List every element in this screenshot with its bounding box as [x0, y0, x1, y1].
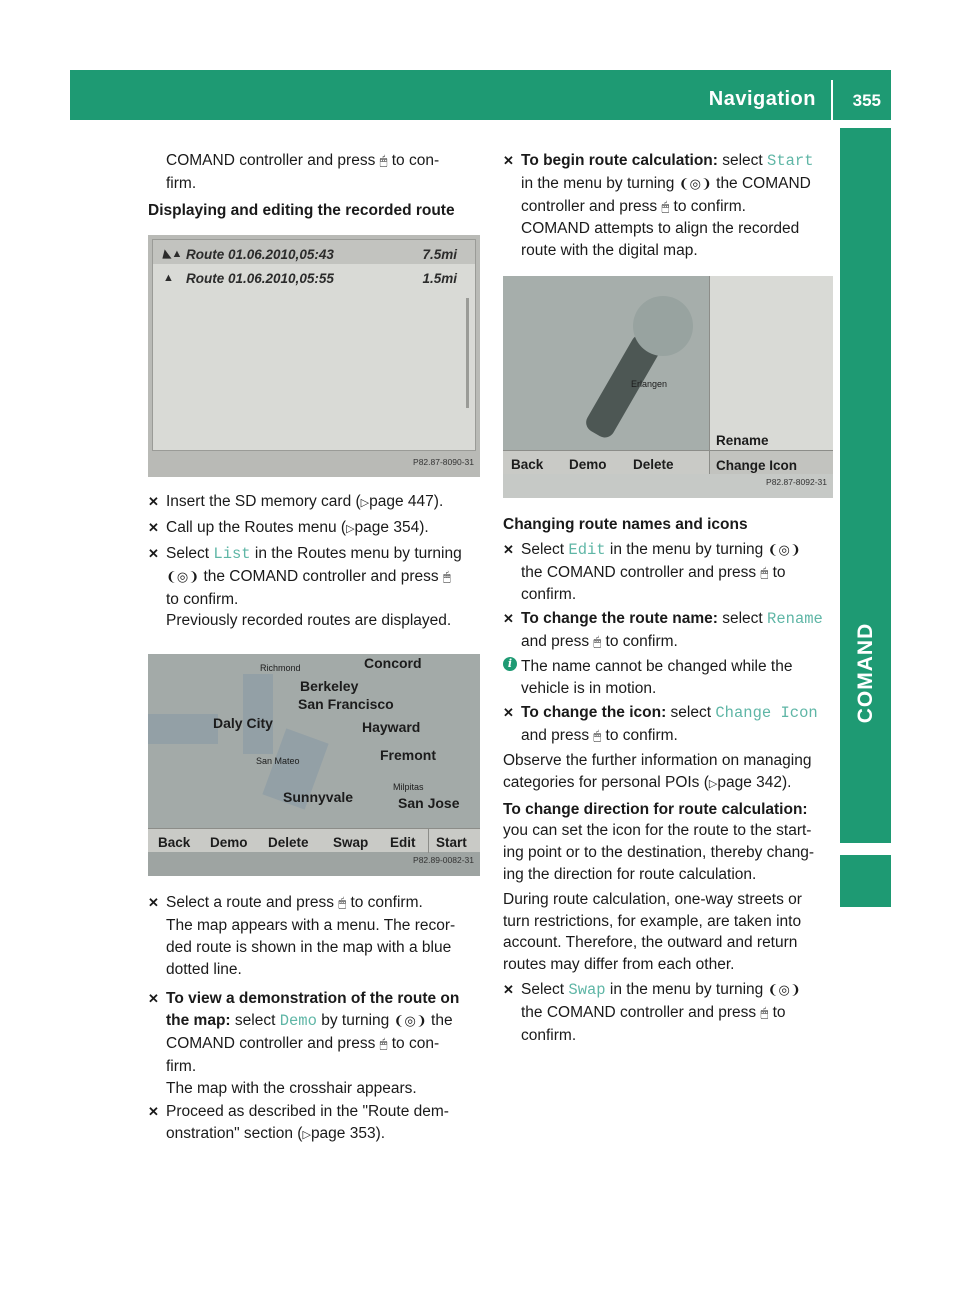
softkey-edit: Edit — [390, 835, 416, 851]
list-item: ✕ Select Swap in the menu by turning ❨◎❩ the COMAND controller and press 🖱 to confirm. — [503, 980, 801, 1044]
softkey-delete: Delete — [268, 835, 309, 851]
figure-code: P82.87-8092-31 — [766, 477, 827, 488]
info-note: i The name cannot be changed while the vehicle is in motion. — [503, 656, 835, 700]
page-ref-icon: ▷ — [302, 1129, 311, 1142]
press-icon: 🖱 — [442, 569, 451, 585]
list-item: ✕ To view a demonstration of the route on the map: select Demo by turning ❨◎❩ the COMAND controller and press 🖱 to con- firm. The map with the crosshair appears. — [148, 990, 460, 1097]
bullet-icon: ✕ — [503, 981, 514, 997]
press-icon: 🖱 — [661, 199, 670, 215]
map-city-label: Daly City — [213, 715, 273, 732]
menu-key-demo: Demo — [279, 1012, 317, 1031]
map-screenshot — [148, 654, 480, 876]
turn-icon: ❨◎❩ — [767, 982, 801, 998]
bullet-icon: ✕ — [148, 895, 159, 911]
turn-icon: ❨◎❩ — [166, 569, 200, 585]
menu-key-start: Start — [767, 152, 814, 170]
edit-menu — [709, 276, 833, 474]
press-icon: 🖱 — [338, 896, 347, 912]
list-item: ✕ Select a route and press 🖱 to confirm. The map appears with a menu. The recor- ded route is shown in the map with a blue dotted line. — [148, 894, 456, 978]
header-title: Navigation — [708, 88, 816, 110]
bullet-icon: ✕ — [503, 611, 514, 627]
map-city-label: Berkeley — [300, 678, 359, 695]
list-item: ✕ To begin route calculation: select Start in the menu by turning ❨◎❩ the COMAND controller and press 🖱 to confirm. COMAND attempts to align the recorded route with the digital map. — [503, 152, 814, 260]
map-city-label: San Francisco — [298, 696, 394, 713]
map-city-label: Hayward — [362, 719, 421, 736]
map-city-label: San Mateo — [256, 756, 300, 767]
bullet-icon: ✕ — [148, 494, 159, 510]
paragraph: To change direction for route calculation: you can set the icon for the route to the start- ing point or to the destination, thereby chang- ing the direction for route calculation. — [503, 800, 815, 883]
left-column — [148, 150, 483, 1149]
turn-icon: ❨◎❩ — [678, 176, 712, 192]
side-tab-label: COMAND — [853, 622, 877, 724]
menu-key-edit: Edit — [568, 540, 606, 559]
list-item: ✕ Insert the SD memory card (▷page 447). — [148, 491, 483, 515]
softkey-back: Back — [158, 835, 191, 851]
map-city-label: Richmond — [260, 663, 301, 674]
map-softkey-bar — [148, 828, 480, 852]
route-list-screenshot — [148, 235, 480, 477]
page-number: 355 — [852, 91, 881, 110]
softkey-start: Start — [436, 835, 467, 851]
map-softkey-bar — [503, 450, 709, 474]
menu-key-list: List — [213, 544, 251, 563]
map-city-label: Concord — [364, 655, 422, 672]
bullet-icon: ✕ — [148, 520, 159, 536]
menu-item-change-icon: Change Icon — [710, 450, 833, 474]
map-city-label: Erlangen — [631, 378, 668, 389]
page-ref-icon: ▷ — [708, 777, 718, 790]
route-list-row: ▲ Route 01.06.2010,05:55 1.5mi — [153, 264, 475, 288]
map-city-label: Fremont — [380, 747, 436, 764]
route-list-row: ◣▲ Route 01.06.2010,05:43 7.5mi — [153, 240, 475, 264]
list-item: ✕ Select Edit in the menu by turning ❨◎❩ the COMAND controller and press 🖱 to confirm. — [503, 540, 801, 604]
side-tab-marker — [840, 855, 891, 907]
bullet-icon: ✕ — [148, 991, 159, 1007]
map-area — [148, 654, 480, 828]
paragraph: Observe the further information on managing categories for personal POIs (▷page 342). — [503, 751, 812, 791]
intro-text: COMAND controller and press 🖱 to con- firm. — [166, 152, 440, 192]
menu-item-rename: Rename — [716, 432, 769, 448]
route-map-screenshot — [503, 276, 833, 498]
page-ref-icon: ▷ — [360, 497, 370, 510]
section-heading: Changing route names and icons — [503, 515, 748, 533]
bullet-icon: ✕ — [148, 1104, 159, 1120]
press-icon: 🖱 — [379, 154, 388, 169]
list-item: ✕ Select List in the Routes menu by turning ❨◎❩ the COMAND controller and press 🖱 to confirm. Previously recorded routes are displayed. — [148, 544, 462, 630]
bullet-icon: ✕ — [503, 541, 514, 557]
press-icon: 🖱 — [379, 1036, 388, 1052]
side-tab — [840, 128, 891, 843]
softkey-back: Back — [511, 456, 544, 472]
page-ref-icon: ▷ — [346, 523, 355, 536]
list-item: ✕ To change the route name: select Rename and press 🖱 to confirm. — [503, 610, 823, 650]
list-item: ✕ Proceed as described in the "Route dem- onstration" section (▷page 353). — [148, 1103, 449, 1143]
map-city-label: San Jose — [398, 795, 460, 812]
softkey-demo: Demo — [210, 835, 248, 851]
press-icon: 🖱 — [593, 634, 602, 650]
menu-key-swap: Swap — [568, 980, 606, 999]
map-area — [503, 276, 709, 450]
scrollbar — [466, 298, 469, 408]
softkey-delete: Delete — [633, 456, 674, 472]
list-item: ✕ To change the icon: select Change Icon and press 🖱 to confirm. — [503, 704, 818, 745]
menu-key-rename: Rename — [767, 610, 823, 629]
softkey-demo: Demo — [569, 456, 607, 472]
figure-code: P82.89-0082-31 — [413, 855, 474, 866]
press-icon: 🖱 — [760, 565, 769, 581]
list-item: ✕ Call up the Routes menu (▷page 354). — [148, 517, 483, 541]
turn-icon: ❨◎❩ — [767, 542, 801, 558]
right-column — [503, 150, 835, 1048]
map-city-label: Sunnyvale — [283, 789, 354, 806]
bullet-icon: ✕ — [148, 545, 159, 561]
figure-code: P82.87-8090-31 — [413, 456, 474, 467]
info-icon: i — [503, 657, 517, 671]
bullet-icon: ✕ — [503, 705, 514, 721]
section-heading: Displaying and editing the recorded route — [148, 201, 455, 219]
header-separator — [831, 80, 833, 120]
route-flag-icon: ◣▲ — [163, 248, 183, 261]
header-bar — [70, 70, 891, 120]
route-flag-icon: ▲ — [163, 272, 174, 285]
press-icon: 🖱 — [760, 1005, 769, 1021]
map-city-label: Milpitas — [393, 782, 424, 793]
press-icon: 🖱 — [593, 729, 602, 745]
paragraph: During route calculation, one-way streets or turn restrictions, for example, are taken into account. Therefore, the outward and return routes may differ from each other. — [503, 890, 802, 974]
menu-key-change-icon: Change Icon — [715, 704, 818, 723]
bullet-icon: ✕ — [503, 153, 514, 168]
softkey-swap: Swap — [333, 835, 369, 851]
turn-icon: ❨◎❩ — [393, 1014, 427, 1030]
